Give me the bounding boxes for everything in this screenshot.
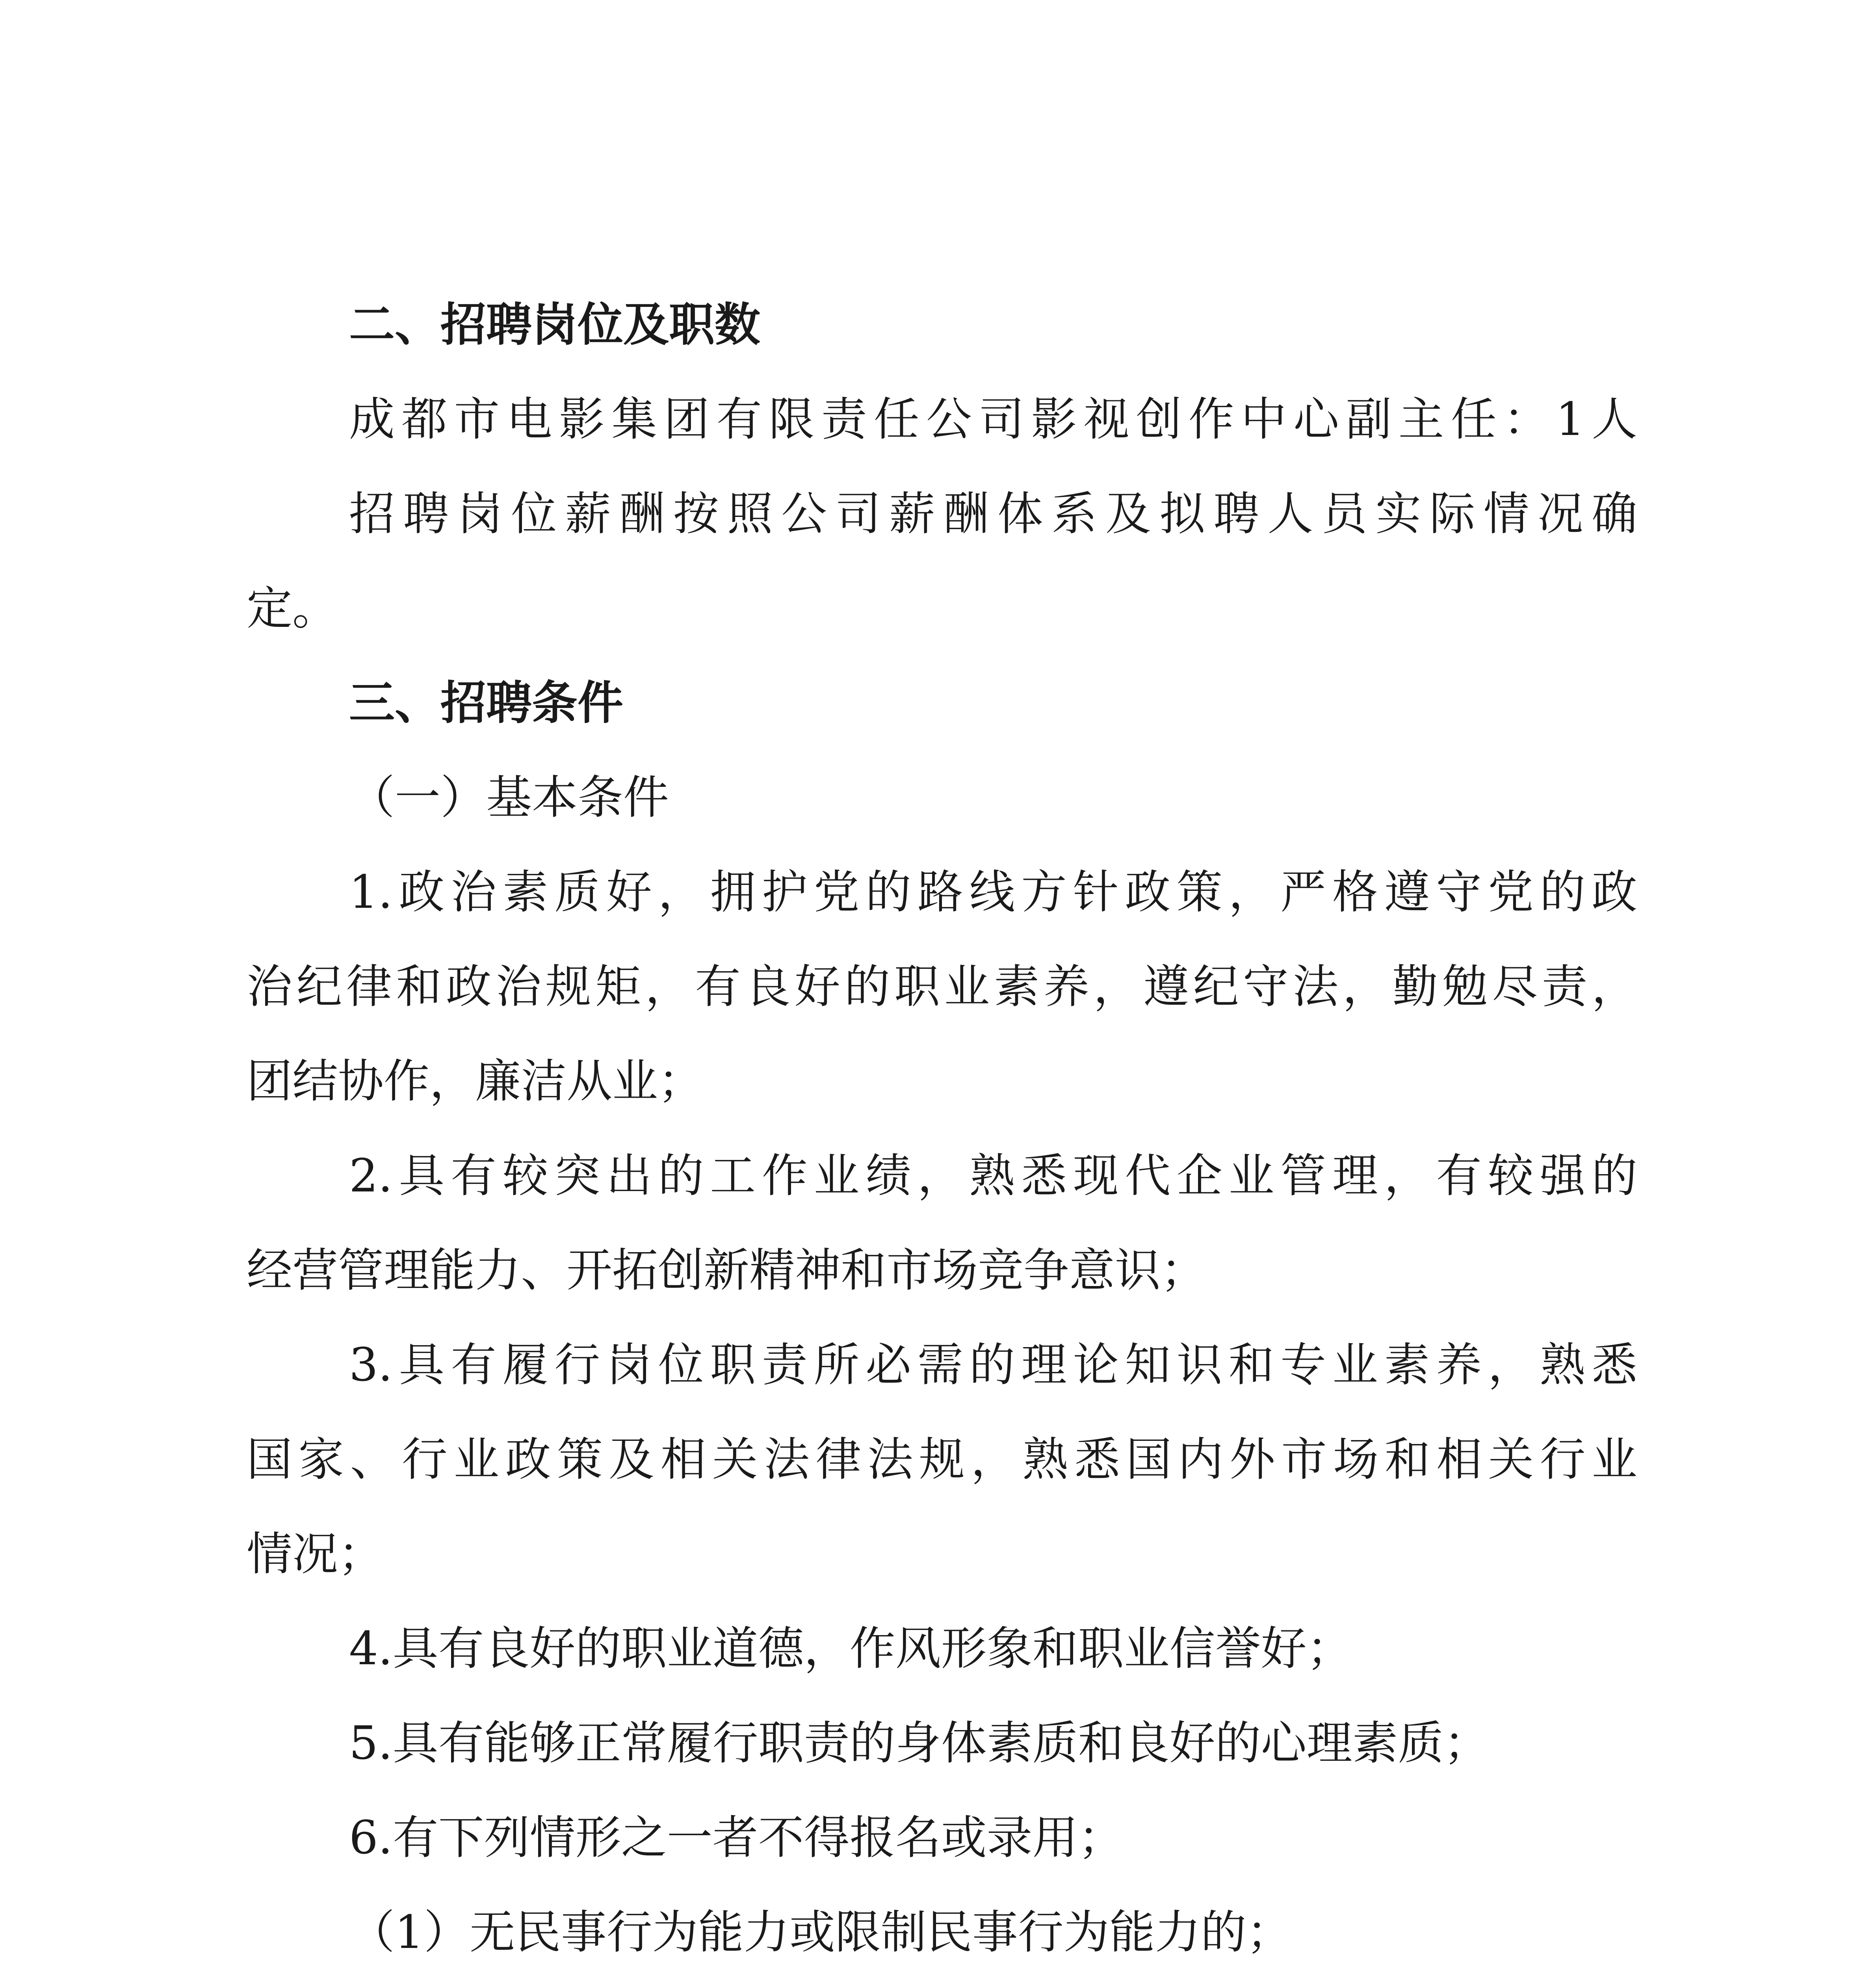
condition-3-line-3: 情况； <box>247 1528 384 1581</box>
salary-line-1: 招聘岗位薪酬按照公司薪酬体系及拟聘人员实际情况确 <box>349 487 1637 541</box>
condition-2-line-2: 经营管理能力、开拓创新精神和市场竞争意识； <box>247 1244 1206 1297</box>
condition-3-line-2: 国家、行业政策及相关法律法规，熟悉国内外市场和相关行业 <box>247 1433 1637 1486</box>
exclusion-1: （1）无民事行为能力或限制民事行为能力的； <box>349 1906 1292 1959</box>
condition-2-line-1: 2.具有较突出的工作业绩，熟悉现代企业管理，有较强的 <box>349 1149 1637 1202</box>
section-heading-requirements: 三、招聘条件 <box>349 676 623 730</box>
salary-line-2: 定。 <box>247 582 338 635</box>
condition-6: 6.有下列情形之一者不得报名或录用； <box>349 1811 1124 1864</box>
section-heading-positions: 二、招聘岗位及职数 <box>349 298 760 351</box>
condition-1-line-1: 1.政治素质好，拥护党的路线方针政策，严格遵守党的政 <box>349 866 1637 919</box>
subsection-heading-basic: （一）基本条件 <box>349 771 669 824</box>
condition-1-line-3: 团结协作，廉洁从业； <box>247 1055 704 1108</box>
condition-5: 5.具有能够正常履行职责的身体素质和良好的心理素质； <box>349 1717 1490 1770</box>
condition-3-line-1: 3.具有履行岗位职责所必需的理论知识和专业素养，熟悉 <box>349 1338 1637 1392</box>
condition-1-line-2: 治纪律和政治规矩，有良好的职业素养，遵纪守法，勤勉尽责， <box>247 960 1637 1013</box>
condition-4: 4.具有良好的职业道德，作风形象和职业信誉好； <box>349 1622 1352 1675</box>
position-line: 成都市电影集团有限责任公司影视创作中心副主任：1人 <box>349 393 1637 446</box>
